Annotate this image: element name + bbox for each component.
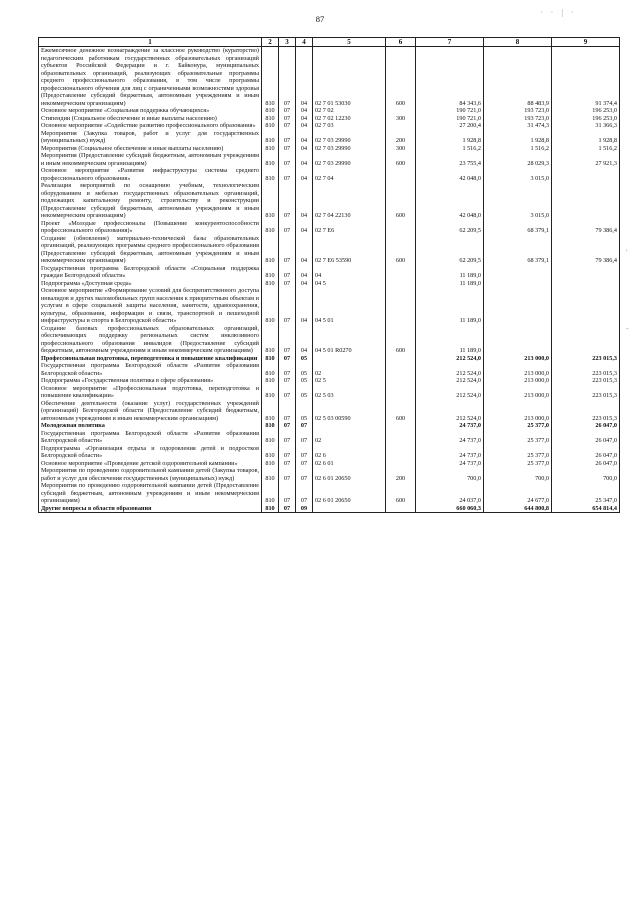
cell-expense-type: 600 <box>386 325 416 355</box>
cell-amount-year-1: 700,0 <box>416 467 484 482</box>
cell-section: 07 <box>279 145 296 153</box>
cell-subsection: 07 <box>296 422 313 430</box>
cell-subsection: 04 <box>296 287 313 325</box>
cell-name: Мероприятия (Социальное обеспечение и иные выплаты населению) <box>39 145 262 153</box>
cell-amount-year-3: 223 015,3 <box>552 385 620 400</box>
cell-name: Государственная программа Белгородской области «Развитие образования Белгородской области» <box>39 430 262 445</box>
table-body <box>39 47 620 513</box>
cell-expense-type: 600 <box>386 182 416 220</box>
cell-amount-year-1: 212 524,0 <box>416 400 484 423</box>
cell-amount-year-2: 1 516,2 <box>484 145 552 153</box>
cell-amount-year-1: 42 048,0 <box>416 182 484 220</box>
cell-section: 07 <box>279 325 296 355</box>
cell-section: 07 <box>279 355 296 363</box>
cell-grbs: 810 <box>262 505 279 513</box>
cell-amount-year-3: 27 921,3 <box>552 152 620 167</box>
cell-grbs: 810 <box>262 430 279 445</box>
cell-amount-year-3: 26 047,0 <box>552 422 620 430</box>
cell-target-article: 02 <box>313 430 386 445</box>
cell-amount-year-2 <box>484 265 552 280</box>
cell-grbs: 810 <box>262 265 279 280</box>
table-row <box>39 445 620 460</box>
cell-grbs: 810 <box>262 220 279 235</box>
cell-name: Стипендии (Социальное обеспечение и иные выплаты населению) <box>39 115 262 123</box>
cell-subsection: 04 <box>296 47 313 108</box>
cell-grbs: 810 <box>262 182 279 220</box>
cell-amount-year-3 <box>552 280 620 288</box>
cell-target-article: 02 <box>313 362 386 377</box>
table-row <box>39 265 620 280</box>
cell-subsection: 04 <box>296 167 313 182</box>
cell-name: Подпрограмма «Государственная политика в сфере образования» <box>39 377 262 385</box>
cell-amount-year-2: 213 000,0 <box>484 377 552 385</box>
cell-amount-year-3: 79 386,4 <box>552 235 620 265</box>
cell-name: Подпрограмма «Организация отдыха и оздоровления детей и подростков Белгородской области» <box>39 445 262 460</box>
cell-section: 07 <box>279 287 296 325</box>
cell-amount-year-3: 223 015,3 <box>552 362 620 377</box>
cell-subsection: 07 <box>296 467 313 482</box>
cell-amount-year-2 <box>484 287 552 325</box>
margin-mark-upper: ' <box>626 248 628 257</box>
cell-amount-year-1: 27 200,4 <box>416 122 484 130</box>
cell-target-article <box>313 422 386 430</box>
cell-amount-year-2: 644 800,8 <box>484 505 552 513</box>
cell-name: Профессиональная подготовка, переподготовка и повышение квалификации <box>39 355 262 363</box>
cell-amount-year-2: 24 677,0 <box>484 482 552 505</box>
cell-target-article: 04 5 01 R0270 <box>313 325 386 355</box>
header-col-2: 2 <box>262 38 279 47</box>
cell-subsection: 04 <box>296 325 313 355</box>
cell-amount-year-2: 193 723,0 <box>484 107 552 115</box>
cell-subsection: 05 <box>296 355 313 363</box>
cell-amount-year-3: 79 386,4 <box>552 220 620 235</box>
cell-grbs: 810 <box>262 482 279 505</box>
cell-target-article: 02 7 03 29990 <box>313 152 386 167</box>
cell-amount-year-1: 24 037,0 <box>416 482 484 505</box>
table-row <box>39 362 620 377</box>
cell-target-article: 02 7 Е6 53590 <box>313 235 386 265</box>
cell-amount-year-1: 212 524,0 <box>416 362 484 377</box>
page-number: 87 <box>315 14 325 24</box>
cell-name: Мероприятия (Закупка товаров, работ и услуг для государственных (муниципальных) нужд) <box>39 130 262 145</box>
cell-name: Основное мероприятие «Профессиональная подготовка, переподготовка и повышение квалификации» <box>39 385 262 400</box>
cell-amount-year-3: 196 253,0 <box>552 115 620 123</box>
table-row <box>39 377 620 385</box>
table-row <box>39 482 620 505</box>
cell-name: Мероприятия по проведению оздоровительной кампании детей (Предоставление субсидий бюджетным, автономным учреждениям и иным некоммерческим организациям) <box>39 482 262 505</box>
cell-expense-type <box>386 362 416 377</box>
cell-subsection: 04 <box>296 115 313 123</box>
cell-target-article: 04 5 01 <box>313 287 386 325</box>
table-row <box>39 122 620 130</box>
cell-subsection: 04 <box>296 265 313 280</box>
cell-amount-year-3: 654 814,4 <box>552 505 620 513</box>
cell-grbs: 810 <box>262 280 279 288</box>
cell-amount-year-1: 11 189,0 <box>416 325 484 355</box>
cell-expense-type: 600 <box>386 235 416 265</box>
cell-section: 07 <box>279 122 296 130</box>
cell-section: 07 <box>279 235 296 265</box>
cell-subsection: 07 <box>296 445 313 460</box>
cell-expense-type <box>386 422 416 430</box>
cell-section: 07 <box>279 377 296 385</box>
cell-subsection: 04 <box>296 107 313 115</box>
cell-section: 07 <box>279 265 296 280</box>
scan-artifact-mark: · · | · <box>540 8 577 17</box>
header-col-1: 1 <box>39 38 262 47</box>
cell-amount-year-2: 3 015,0 <box>484 182 552 220</box>
cell-amount-year-2 <box>484 280 552 288</box>
cell-amount-year-1: 62 209,5 <box>416 235 484 265</box>
cell-section: 07 <box>279 400 296 423</box>
cell-section: 07 <box>279 220 296 235</box>
cell-section: 07 <box>279 460 296 468</box>
cell-amount-year-1: 62 209,5 <box>416 220 484 235</box>
cell-amount-year-1: 190 721,0 <box>416 107 484 115</box>
cell-subsection: 04 <box>296 145 313 153</box>
cell-subsection: 04 <box>296 280 313 288</box>
cell-amount-year-3: 91 374,4 <box>552 47 620 108</box>
cell-amount-year-2: 25 377,0 <box>484 430 552 445</box>
table-row <box>39 400 620 423</box>
cell-amount-year-1: 11 189,0 <box>416 280 484 288</box>
cell-expense-type: 600 <box>386 152 416 167</box>
cell-grbs: 810 <box>262 122 279 130</box>
cell-name: Основное мероприятие «Проведение детской оздоровительной кампании» <box>39 460 262 468</box>
cell-amount-year-2: 213 000,0 <box>484 362 552 377</box>
cell-amount-year-3 <box>552 265 620 280</box>
cell-subsection: 07 <box>296 460 313 468</box>
cell-amount-year-3 <box>552 325 620 355</box>
table-row <box>39 325 620 355</box>
table-row <box>39 220 620 235</box>
cell-grbs: 810 <box>262 287 279 325</box>
cell-grbs: 810 <box>262 362 279 377</box>
cell-amount-year-3 <box>552 287 620 325</box>
cell-section: 07 <box>279 115 296 123</box>
cell-name: Ежемесячное денежное вознаграждение за классное руководство (кураторство) педагогическим работникам государственных образовательных организаций субъектов Российской Федерации и г. Байконура, муниципальных образовательных организаций, реализующих образовательные программы среднего профессионального образования, в том числе программы профессионального обучения для лиц с ограниченными возможностями здоровья (Предоставление субсидий бюджетным, автономным учреждениям и иным некоммерческим организациям) <box>39 47 262 108</box>
header-col-8: 8 <box>484 38 552 47</box>
margin-mark-lower: - <box>626 324 629 333</box>
table-row <box>39 430 620 445</box>
cell-amount-year-1: 1 516,2 <box>416 145 484 153</box>
cell-amount-year-3: 223 015,3 <box>552 355 620 363</box>
cell-target-article: 02 7 03 29990 <box>313 130 386 145</box>
cell-amount-year-1: 190 721,0 <box>416 115 484 123</box>
cell-amount-year-1: 212 524,0 <box>416 377 484 385</box>
table-row <box>39 145 620 153</box>
cell-amount-year-2: 25 377,0 <box>484 422 552 430</box>
cell-expense-type <box>386 355 416 363</box>
cell-section: 07 <box>279 152 296 167</box>
table-row <box>39 460 620 468</box>
cell-name: Государственная программа Белгородской области «Социальная поддержка граждан Белгородской области» <box>39 265 262 280</box>
cell-grbs: 810 <box>262 445 279 460</box>
cell-subsection: 04 <box>296 130 313 145</box>
cell-amount-year-3 <box>552 182 620 220</box>
cell-name: Основное мероприятие «Социальная поддержка обучающихся» <box>39 107 262 115</box>
cell-section: 07 <box>279 467 296 482</box>
cell-subsection: 04 <box>296 235 313 265</box>
cell-amount-year-2: 213 000,0 <box>484 400 552 423</box>
table-row <box>39 505 620 513</box>
cell-expense-type <box>386 460 416 468</box>
cell-name: Обеспечение деятельности (оказание услуг) государственных учреждений (организаций) Белгородской области (Предоставление субсидий бюджетным, автономным учреждениям и иным некоммерческим организациям) <box>39 400 262 423</box>
cell-expense-type: 200 <box>386 130 416 145</box>
cell-expense-type <box>386 122 416 130</box>
cell-target-article: 02 5 03 00590 <box>313 400 386 423</box>
cell-expense-type <box>386 280 416 288</box>
cell-target-article: 04 <box>313 265 386 280</box>
cell-subsection: 07 <box>296 430 313 445</box>
cell-section: 07 <box>279 107 296 115</box>
table-row <box>39 115 620 123</box>
cell-grbs: 810 <box>262 235 279 265</box>
cell-amount-year-2: 3 015,0 <box>484 167 552 182</box>
table-header-row <box>39 38 620 47</box>
cell-subsection: 05 <box>296 385 313 400</box>
cell-subsection: 04 <box>296 182 313 220</box>
cell-section: 07 <box>279 362 296 377</box>
cell-amount-year-2: 1 928,8 <box>484 130 552 145</box>
table-row <box>39 467 620 482</box>
cell-amount-year-3: 700,0 <box>552 467 620 482</box>
cell-name: Мероприятия (Предоставление субсидий бюджетным, автономным учреждениям и иным некоммерческим организациям) <box>39 152 262 167</box>
cell-expense-type: 600 <box>386 482 416 505</box>
cell-grbs: 810 <box>262 115 279 123</box>
cell-amount-year-1: 84 343,6 <box>416 47 484 108</box>
cell-amount-year-3: 26 047,0 <box>552 430 620 445</box>
table-row <box>39 355 620 363</box>
cell-section: 07 <box>279 505 296 513</box>
header-col-6: 6 <box>386 38 416 47</box>
cell-target-article: 02 6 <box>313 445 386 460</box>
cell-grbs: 810 <box>262 400 279 423</box>
cell-target-article: 04 5 <box>313 280 386 288</box>
cell-name: Проект «Молодые профессионалы (Повышение конкурентоспособности профессионального образования)» <box>39 220 262 235</box>
cell-name: Основное мероприятие «Развитие инфраструктуры системы среднего профессионального образования» <box>39 167 262 182</box>
budget-table <box>38 37 620 513</box>
cell-subsection: 04 <box>296 122 313 130</box>
cell-amount-year-2: 68 379,1 <box>484 220 552 235</box>
cell-target-article <box>313 505 386 513</box>
cell-amount-year-2: 213 000,0 <box>484 355 552 363</box>
cell-expense-type: 300 <box>386 115 416 123</box>
cell-expense-type <box>386 287 416 325</box>
cell-amount-year-1: 11 189,0 <box>416 287 484 325</box>
cell-subsection: 05 <box>296 400 313 423</box>
cell-expense-type <box>386 377 416 385</box>
cell-target-article: 02 7 Е6 <box>313 220 386 235</box>
cell-amount-year-1: 24 737,0 <box>416 460 484 468</box>
cell-target-article: 02 7 03 29990 <box>313 145 386 153</box>
cell-amount-year-1: 212 524,0 <box>416 355 484 363</box>
cell-name: Реализация мероприятий по оснащению учебным, технологическим оборудованием и мебелью государственных образовательных организаций, подлежащих капитальному ремонту, строительству и реконструкции (Предоставление субсидий бюджетным, автономным учреждениям и иным некоммерческим организациям) <box>39 182 262 220</box>
cell-section: 07 <box>279 167 296 182</box>
cell-name: Основное мероприятие «Содействие развитию профессионального образования» <box>39 122 262 130</box>
cell-expense-type <box>386 385 416 400</box>
cell-amount-year-1: 1 928,8 <box>416 130 484 145</box>
cell-name: Государственная программа Белгородской области «Развитие образования Белгородской области» <box>39 362 262 377</box>
cell-expense-type <box>386 430 416 445</box>
cell-expense-type <box>386 220 416 235</box>
cell-section: 07 <box>279 422 296 430</box>
cell-section: 07 <box>279 385 296 400</box>
cell-amount-year-2 <box>484 325 552 355</box>
cell-expense-type <box>386 265 416 280</box>
cell-grbs: 810 <box>262 130 279 145</box>
table-row <box>39 182 620 220</box>
cell-grbs: 810 <box>262 107 279 115</box>
cell-amount-year-1: 660 060,3 <box>416 505 484 513</box>
cell-subsection: 04 <box>296 152 313 167</box>
cell-target-article: 02 7 04 22130 <box>313 182 386 220</box>
cell-target-article: 02 6 01 20650 <box>313 467 386 482</box>
cell-amount-year-3: 25 347,0 <box>552 482 620 505</box>
cell-target-article: 02 7 04 <box>313 167 386 182</box>
cell-amount-year-1: 24 737,0 <box>416 422 484 430</box>
cell-amount-year-1: 23 755,4 <box>416 152 484 167</box>
cell-target-article: 02 7 02 <box>313 107 386 115</box>
cell-name: Молодежная политика <box>39 422 262 430</box>
cell-name: Подпрограмма «Доступная среда» <box>39 280 262 288</box>
cell-target-article: 02 6 01 <box>313 460 386 468</box>
cell-amount-year-3: 26 047,0 <box>552 445 620 460</box>
cell-grbs: 810 <box>262 167 279 182</box>
header-col-9: 9 <box>552 38 620 47</box>
cell-grbs: 810 <box>262 145 279 153</box>
table-row <box>39 107 620 115</box>
cell-amount-year-2: 68 379,1 <box>484 235 552 265</box>
cell-section: 07 <box>279 445 296 460</box>
cell-amount-year-1: 24 737,0 <box>416 445 484 460</box>
cell-grbs: 810 <box>262 422 279 430</box>
cell-target-article: 02 7 03 <box>313 122 386 130</box>
cell-section: 07 <box>279 47 296 108</box>
cell-amount-year-3: 223 015,3 <box>552 377 620 385</box>
cell-section: 07 <box>279 182 296 220</box>
cell-section: 07 <box>279 482 296 505</box>
header-col-5: 5 <box>313 38 386 47</box>
cell-grbs: 810 <box>262 47 279 108</box>
cell-amount-year-3: 1 516,2 <box>552 145 620 153</box>
header-col-7: 7 <box>416 38 484 47</box>
cell-target-article: 02 7 02 12230 <box>313 115 386 123</box>
cell-name: Создание базовых профессиональных образовательных организаций, обеспечивающих поддержку региональных систем инклюзивного профессионального образования инвалидов (Предоставление субсидий бюджетным, автономным учреждениям и иным некоммерческим организациям) <box>39 325 262 355</box>
cell-subsection: 09 <box>296 505 313 513</box>
cell-expense-type <box>386 167 416 182</box>
cell-amount-year-2: 28 029,3 <box>484 152 552 167</box>
cell-grbs: 810 <box>262 152 279 167</box>
cell-expense-type: 200 <box>386 467 416 482</box>
cell-name: Создание (обновление) материально-технической базы образовательных организаций, реализующих программы среднего профессионального образования (Предоставление субсидий бюджетным, автономным учреждениям и иным некоммерческим организациям) <box>39 235 262 265</box>
cell-amount-year-2: 25 377,0 <box>484 460 552 468</box>
cell-target-article: 02 6 01 20650 <box>313 482 386 505</box>
cell-grbs: 810 <box>262 467 279 482</box>
cell-amount-year-3: 223 015,3 <box>552 400 620 423</box>
cell-amount-year-2: 213 000,0 <box>484 385 552 400</box>
cell-subsection: 07 <box>296 482 313 505</box>
cell-section: 07 <box>279 280 296 288</box>
cell-amount-year-3 <box>552 167 620 182</box>
cell-amount-year-3: 31 366,3 <box>552 122 620 130</box>
cell-target-article: 02 7 01 53030 <box>313 47 386 108</box>
cell-section: 07 <box>279 130 296 145</box>
cell-expense-type: 600 <box>386 400 416 423</box>
cell-subsection: 05 <box>296 377 313 385</box>
cell-grbs: 810 <box>262 325 279 355</box>
cell-grbs: 810 <box>262 385 279 400</box>
cell-amount-year-3: 1 928,8 <box>552 130 620 145</box>
table-row <box>39 167 620 182</box>
cell-grbs: 810 <box>262 355 279 363</box>
cell-amount-year-2: 31 474,3 <box>484 122 552 130</box>
cell-amount-year-2: 700,0 <box>484 467 552 482</box>
table-row <box>39 287 620 325</box>
cell-expense-type <box>386 445 416 460</box>
cell-grbs: 810 <box>262 460 279 468</box>
cell-amount-year-2: 25 377,0 <box>484 445 552 460</box>
cell-target-article: 02 5 03 <box>313 385 386 400</box>
cell-amount-year-2: 88 483,9 <box>484 47 552 108</box>
cell-amount-year-1: 11 189,0 <box>416 265 484 280</box>
cell-grbs: 810 <box>262 377 279 385</box>
cell-name: Другие вопросы в области образования <box>39 505 262 513</box>
cell-expense-type: 600 <box>386 47 416 108</box>
cell-amount-year-3: 196 253,0 <box>552 107 620 115</box>
table-row <box>39 130 620 145</box>
table-row <box>39 280 620 288</box>
header-col-4: 4 <box>296 38 313 47</box>
cell-amount-year-1: 24 737,0 <box>416 430 484 445</box>
table-row <box>39 422 620 430</box>
table-row <box>39 385 620 400</box>
cell-amount-year-1: 42 048,0 <box>416 167 484 182</box>
cell-expense-type: 300 <box>386 145 416 153</box>
cell-expense-type <box>386 107 416 115</box>
table-row <box>39 152 620 167</box>
cell-section: 07 <box>279 430 296 445</box>
cell-amount-year-2: 193 723,0 <box>484 115 552 123</box>
table-row <box>39 47 620 108</box>
cell-expense-type <box>386 505 416 513</box>
table-row <box>39 235 620 265</box>
header-col-3: 3 <box>279 38 296 47</box>
cell-amount-year-1: 212 524,0 <box>416 385 484 400</box>
cell-target-article: 02 5 <box>313 377 386 385</box>
cell-name: Мероприятия по проведению оздоровительной кампании детей (Закупка товаров, работ и услуг для обеспечения государственных (муниципальных) нужд) <box>39 467 262 482</box>
cell-amount-year-3: 26 047,0 <box>552 460 620 468</box>
cell-subsection: 05 <box>296 362 313 377</box>
cell-subsection: 04 <box>296 220 313 235</box>
cell-name: Основное мероприятие «Формирование условий для беспрепятственного доступа инвалидов и других маломобильных групп населения к приоритетным объектам и услугам в сфере социальной защиты населения, занятости, здравоохранения, культуры, образования, информации и связи, транспортной и пешеходной инфраструктуры и спорта в Белгородской области» <box>39 287 262 325</box>
cell-target-article <box>313 355 386 363</box>
